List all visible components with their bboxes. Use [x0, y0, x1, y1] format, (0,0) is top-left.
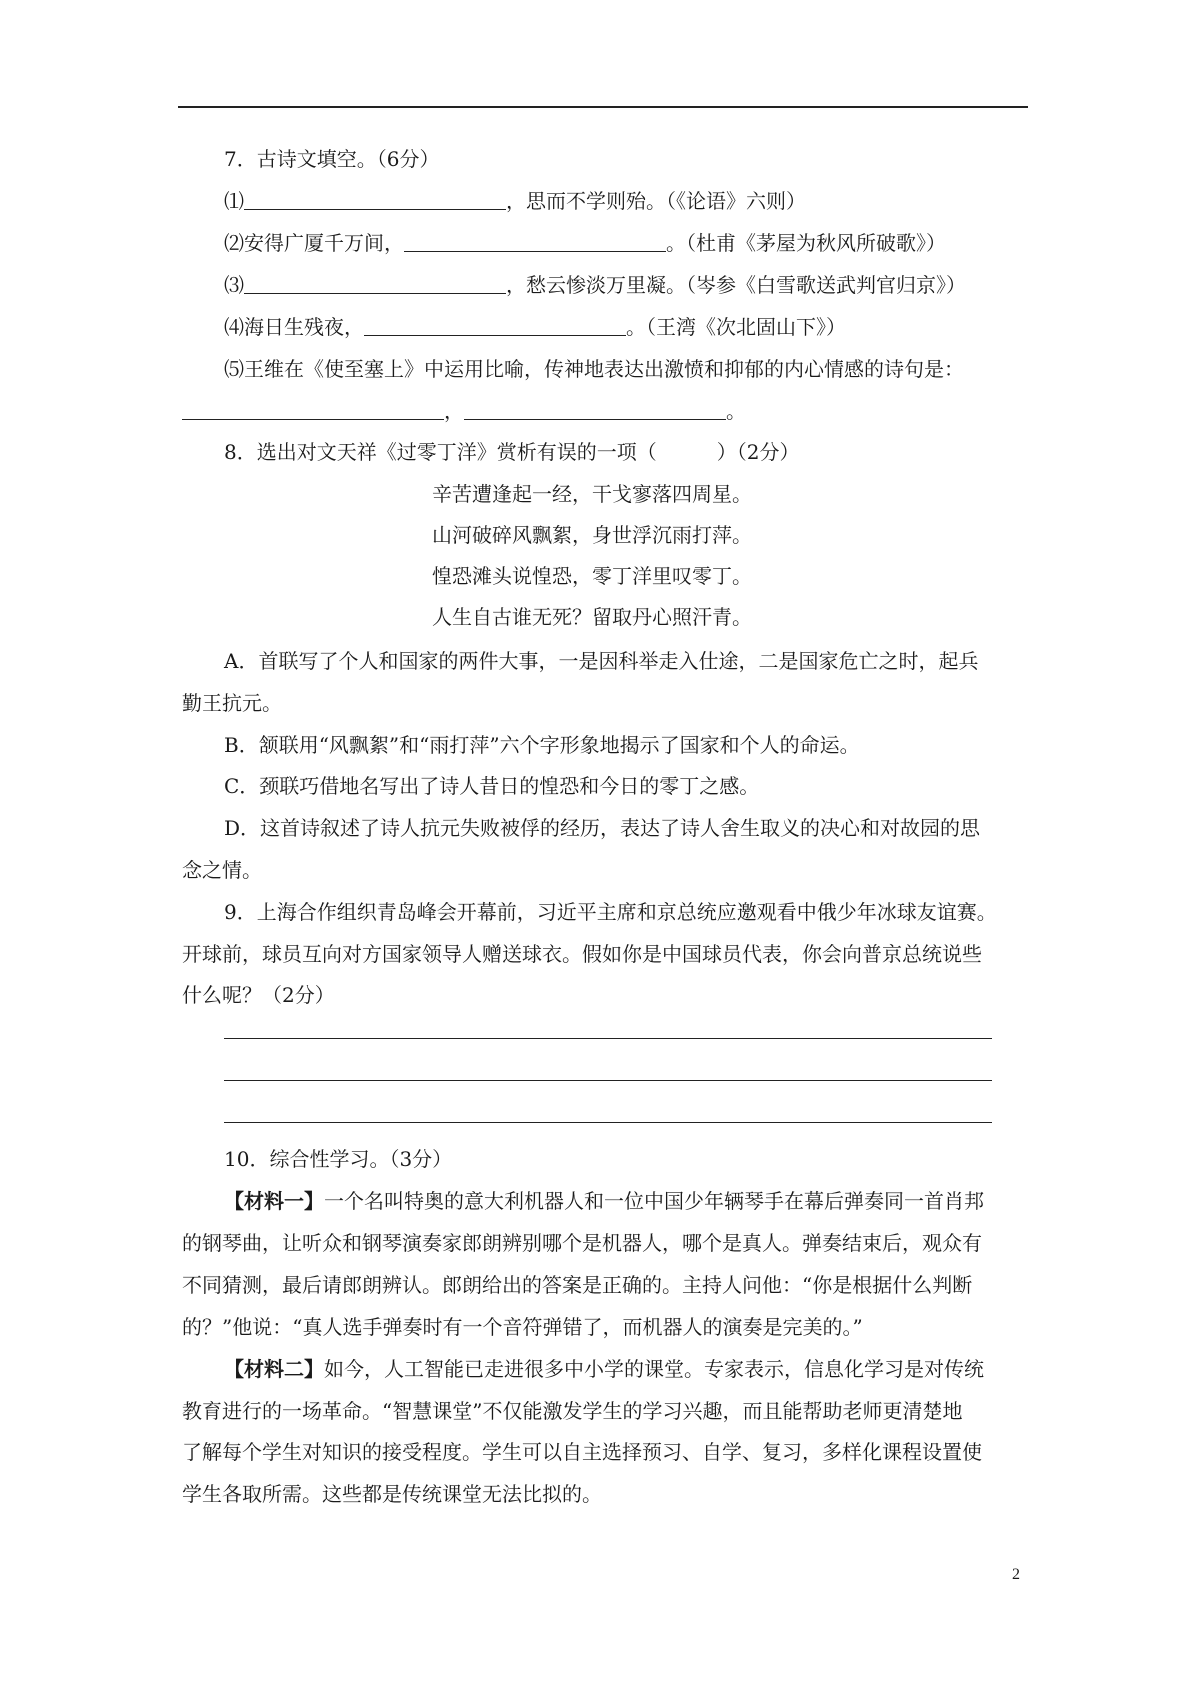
q8-option-a: A．首联写了个人和国家的两件大事，一是因科举走入仕途，二是国家危亡之时，起兵 — [224, 649, 979, 673]
q7-item-5-answer — [182, 398, 746, 424]
answer-blank[interactable] — [464, 399, 726, 420]
q9-line-2: 开球前，球员互向对方国家领导人赠送球衣。假如你是中国球员代表，你会向普京总统说些 — [182, 942, 982, 966]
material-1-text: 一个名叫特奥的意大利机器人和一位中国少年辆琴手在幕后弹奏同一首肖邦 — [324, 1189, 984, 1213]
q7-item-5-end: 。 — [726, 399, 746, 423]
answer-blank[interactable] — [244, 189, 506, 210]
material-1-line-4: 的？”他说：“真人选手弹奏时有一个音符弹错了，而机器人的演奏是完美的。” — [182, 1315, 863, 1339]
q8-option-d: D．这首诗叙述了诗人抗元失败被俘的经历，表达了诗人舍生取义的决心和对故园的思 — [224, 816, 981, 840]
q7-item-2 — [224, 230, 946, 256]
answer-line[interactable] — [224, 1080, 992, 1081]
page-number: 2 — [1012, 1566, 1020, 1583]
q9-line-3: 什么呢？（2分） — [182, 983, 335, 1007]
material-2-text: 如今，人工智能已走进很多中小学的课堂。专家表示，信息化学习是对传统 — [324, 1357, 984, 1381]
answer-blank[interactable] — [404, 231, 666, 252]
q8-option-a-cont: 勤王抗元。 — [182, 691, 282, 715]
q7-item-3 — [224, 272, 966, 298]
q8-option-c: C．颈联巧借地名写出了诗人昔日的惶恐和今日的零丁之感。 — [224, 774, 760, 798]
answer-line[interactable] — [224, 1038, 992, 1039]
q7-item-1 — [224, 188, 806, 214]
answer-blank[interactable] — [244, 273, 506, 294]
q8-title: 8．选出对文天祥《过零丁洋》赏析有误的一项（ ）（2分） — [224, 440, 800, 464]
q10-title: 10．综合性学习。（3分） — [224, 1147, 453, 1171]
q8-option-b: B．颔联用“风飘絮”和“雨打萍”六个字形象地揭示了国家和个人的命运。 — [224, 733, 860, 757]
q7-item-2-post: 。（杜甫《茅屋为秋风所破歌》） — [666, 231, 946, 255]
q7-item-4 — [224, 314, 846, 340]
q7-item-5: ⑸王维在《使至塞上》中运用比喻，传神地表达出激愤和抑郁的内心情感的诗句是： — [224, 357, 964, 381]
q7-title: 7．古诗文填空。（6分） — [224, 147, 440, 171]
q8-option-d-cont: 念之情。 — [182, 858, 262, 882]
answer-blank[interactable] — [182, 399, 444, 420]
material-2-line-3: 了解每个学生对知识的接受程度。学生可以自主选择预习、自学、复习，多样化课程设置使 — [182, 1440, 982, 1464]
q7-item-3-text: ，愁云惨淡万里凝。（岑参《白雪歌送武判官归京》） — [506, 273, 966, 297]
q8-poem-line: 辛苦遭逢起一经，干戈寥落四周星。 — [432, 482, 752, 506]
q8-poem-line: 山河破碎风飘絮，身世浮沉雨打萍。 — [432, 523, 752, 547]
q7-item-1-num: ⑴ — [224, 189, 244, 213]
q7-item-5-sep: ， — [444, 399, 464, 423]
material-1-line-3: 不同猜测，最后请郎朗辨认。郎朗给出的答案是正确的。主持人问他：“你是根据什么判断 — [182, 1273, 973, 1297]
material-2-line-4: 学生各取所需。这些都是传统课堂无法比拟的。 — [182, 1482, 602, 1506]
q7-item-4-post: 。（王湾《次北固山下》） — [626, 315, 846, 339]
material-1-label: 【材料一】 — [224, 1189, 324, 1213]
answer-blank[interactable] — [364, 315, 626, 336]
q9-line-1: 9．上海合作组织青岛峰会开幕前，习近平主席和京总统应邀观看中俄少年冰球友谊赛。 — [224, 900, 997, 924]
q8-poem-line: 惶恐滩头说惶恐，零丁洋里叹零丁。 — [432, 564, 752, 588]
q7-item-2-pre: ⑵安得广厦千万间， — [224, 231, 404, 255]
material-2-line-2: 教育进行的一场革命。“智慧课堂”不仅能激发学生的学习兴趣，而且能帮助老师更清楚地 — [182, 1399, 963, 1423]
q7-item-1-text: ，思而不学则殆。（《论语》六则） — [506, 189, 806, 213]
material-2-label: 【材料二】 — [224, 1357, 324, 1381]
q7-item-4-pre: ⑷海日生残夜， — [224, 315, 364, 339]
q8-poem-line: 人生自古谁无死？留取丹心照汗青。 — [432, 605, 752, 629]
header-rule — [178, 106, 1028, 108]
q7-item-3-num: ⑶ — [224, 273, 244, 297]
answer-line[interactable] — [224, 1122, 992, 1123]
material-1-line-1 — [224, 1188, 984, 1214]
material-2-line-1 — [224, 1356, 984, 1382]
material-1-line-2: 的钢琴曲，让听众和钢琴演奏家郎朗辨别哪个是机器人，哪个是真人。弹奏结束后，观众有 — [182, 1231, 982, 1255]
